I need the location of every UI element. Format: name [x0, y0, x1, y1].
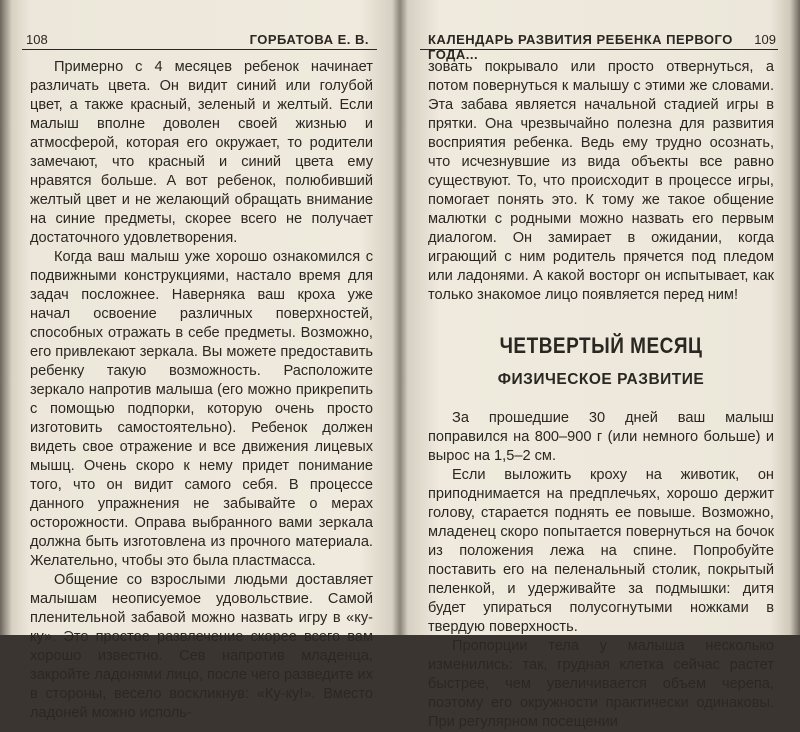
right-running-head	[420, 31, 778, 62]
paragraph: За прошедшие 30 дней ваш малыш поправился на 800–900 г (или немного больше) и вырос на 1,5–2 см.	[428, 410, 774, 464]
right-running-title: КАЛЕНДАРЬ РАЗВИТИЯ РЕБЕНКА ПЕРВОГО ГОДА...	[428, 32, 733, 62]
section-title: ФИЗИЧЕСКОЕ РАЗВИТИЕ	[497, 371, 705, 388]
paragraph: Когда ваш малыш уже хорошо ознакомился с подвижными конструкциями, настало время для задач посложнее. Наверняка ваш кроха уже начал освоение различных поверхностей, способных отражать в себе предметы. Возможно, его привлекают зеркала. Вы можете предоставить ребенку такую возможность. Расположите зеркало напротив малыша (его можно прикрепить с помощью подпорки, которую очень просто изготовить самостоятельно). Ребенок должен видеть свое отражение и все движения лицевых мышц. Очень скоро к нему придет понимание того, что он видит самого себя. В процессе данного упражнения не забывайте о мерах осторожности. Оправа выбранного вами зеркала должна быть изготовлена из прочного материала. Желательно, чтобы это была пластмасса.	[30, 249, 373, 569]
right-page	[420, 0, 778, 730]
paragraph: Если выложить кроху на животик, он приподнимается на предплечьях, хорошо держит голову, старается поднять ее повыше. Возможно, младенец скоро попытается повернуться на бочок из положения лежа на спине. Попробуйте поставить его на пеленальный столик, покрытый пеленкой, и удерживайте за подмышки: дитя будет упираться полусогнутыми ножками в твердую поверхность.	[428, 467, 774, 635]
right-page-body	[428, 58, 774, 732]
left-page-number: 108	[26, 32, 48, 47]
left-running-title: ГОРБАТОВА Е. В.	[249, 32, 369, 47]
right-page-number: 109	[754, 32, 776, 47]
paragraph: Общение со взрослыми людьми доставляет малышам неописуемое удовольствие. Самой пленительной забавой можно назвать игру в «ку-ку». Это простое развлечение скорее всего вам хорошо известно. Сев напротив младенца, закройте ладонями лицо, после чего разведите их в стороны, весело воскликнув: «Ку-ку!». Вместо ладоней можно исполь-	[30, 572, 373, 721]
chapter-title: ЧЕТВЕРТЫЙ МЕСЯЦ	[499, 334, 703, 359]
left-page	[22, 0, 377, 721]
paragraph: Примерно с 4 месяцев ребенок начинает различать цвета. Он видит синий или голубой цвет, а также красный, зеленый и желтый. Если малыш вполне доволен своей жизнью и атмосферой, которая его окружает, то родители замечают, что красный и синий цвета ему нравятся больше. А вот ребенок, полюбивший желтый цвет и не желающий обращать внимание на синие предметы, скорее всего не получает достаточного удовлетворения.	[30, 59, 373, 246]
paragraph-continuation: зовать покрывало или просто отвернуться, а потом повернуться к малышу с этими же словами. Эта забава является начальной стадией игры в прятки. Она чрезвычайно полезна для развития восприятия ребенка. Ведь ему трудно осознать, что исчезнувшие из вида объекты все равно существуют. То, что происходит в процессе игры, помогает понять это. К тому же такое общение малютки с родными можно назвать его первым диалогом. Он замирает в ожидании, когда играющий с ним родитель прячется под пледом или ладонями. А какой восторг он испытывает, как только знакомое лицо появляется перед ним!	[428, 59, 774, 303]
left-page-body	[30, 58, 373, 723]
left-running-head	[22, 31, 377, 50]
paragraph: Пропорции тела у малыша несколько изменились: так, грудная клетка сейчас растет быстрее, чем увеличивается объем черепа, поэтому его окружности практически одинаковы. При регулярном посещении	[428, 638, 774, 730]
